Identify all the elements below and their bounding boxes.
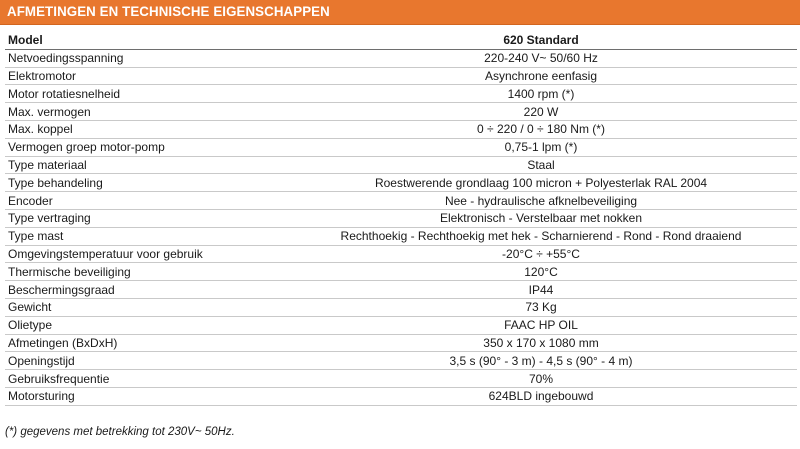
- spec-value: 220 W: [285, 103, 797, 121]
- model-label-header: Model: [5, 32, 285, 49]
- specifications-body: [5, 49, 797, 405]
- spec-label: Gebruiksfrequentie: [5, 370, 285, 388]
- spec-value: 0 ÷ 220 / 0 ÷ 180 Nm (*): [285, 120, 797, 138]
- table-row: [5, 67, 797, 85]
- spec-label: Vermogen groep motor-pomp: [5, 138, 285, 156]
- spec-value: IP44: [285, 281, 797, 299]
- spec-label: Type vertraging: [5, 209, 285, 227]
- table-row: [5, 245, 797, 263]
- spec-value: FAAC HP OIL: [285, 316, 797, 334]
- table-row: [5, 387, 797, 405]
- spec-value: Roestwerende grondlaag 100 micron + Polyesterlak RAL 2004: [285, 174, 797, 192]
- spec-label: Gewicht: [5, 298, 285, 316]
- table-row: [5, 298, 797, 316]
- spec-value: Nee - hydraulische afknelbeveiliging: [285, 192, 797, 210]
- spec-label: Type mast: [5, 227, 285, 245]
- spec-label: Netvoedingsspanning: [5, 49, 285, 67]
- table-row: [5, 138, 797, 156]
- table-row: [5, 316, 797, 334]
- spec-value: 220-240 V~ 50/60 Hz: [285, 49, 797, 67]
- spec-value: Elektronisch - Verstelbaar met nokken: [285, 209, 797, 227]
- spec-value: 350 x 170 x 1080 mm: [285, 334, 797, 352]
- spec-value: -20°C ÷ +55°C: [285, 245, 797, 263]
- spec-label: Motorsturing: [5, 387, 285, 405]
- spec-label: Beschermingsgraad: [5, 281, 285, 299]
- section-banner: [0, 0, 800, 25]
- spec-label: Encoder: [5, 192, 285, 210]
- spec-label: Type materiaal: [5, 156, 285, 174]
- spec-label: Type behandeling: [5, 174, 285, 192]
- model-value-header: 620 Standard: [285, 32, 797, 49]
- spec-label: Olietype: [5, 316, 285, 334]
- spec-value: 0,75-1 lpm (*): [285, 138, 797, 156]
- table-row: [5, 49, 797, 67]
- table-row: [5, 174, 797, 192]
- spec-value: 1400 rpm (*): [285, 85, 797, 103]
- table-row: [5, 281, 797, 299]
- spec-label: Max. vermogen: [5, 103, 285, 121]
- section-title: AFMETINGEN EN TECHNISCHE EIGENSCHAPPEN: [7, 3, 330, 19]
- footnote: (*) gegevens met betrekking tot 230V~ 50Hz.: [5, 426, 235, 438]
- spec-value: 120°C: [285, 263, 797, 281]
- table-row: [5, 120, 797, 138]
- table-row: [5, 103, 797, 121]
- spec-label: Thermische beveiliging: [5, 263, 285, 281]
- spec-value: Staal: [285, 156, 797, 174]
- table-row: [5, 209, 797, 227]
- spec-label: Max. koppel: [5, 120, 285, 138]
- specifications-table: [5, 32, 797, 406]
- spec-label: Motor rotatiesnelheid: [5, 85, 285, 103]
- spec-value: Asynchrone eenfasig: [285, 67, 797, 85]
- table-row: [5, 227, 797, 245]
- spec-value: 73 Kg: [285, 298, 797, 316]
- spec-value: 624BLD ingebouwd: [285, 387, 797, 405]
- table-row: [5, 85, 797, 103]
- spec-value: 3,5 s (90° - 3 m) - 4,5 s (90° - 4 m): [285, 352, 797, 370]
- table-row: [5, 156, 797, 174]
- spec-value: Rechthoekig - Rechthoekig met hek - Scharnierend - Rond - Rond draaiend: [285, 227, 797, 245]
- spec-label: Elektromotor: [5, 67, 285, 85]
- table-header-row: [5, 32, 797, 49]
- table-row: [5, 263, 797, 281]
- table-row: [5, 370, 797, 388]
- spec-value: 70%: [285, 370, 797, 388]
- spec-label: Openingstijd: [5, 352, 285, 370]
- table-row: [5, 334, 797, 352]
- table-row: [5, 352, 797, 370]
- spec-label: Omgevingstemperatuur voor gebruik: [5, 245, 285, 263]
- spec-label: Afmetingen (BxDxH): [5, 334, 285, 352]
- table-row: [5, 192, 797, 210]
